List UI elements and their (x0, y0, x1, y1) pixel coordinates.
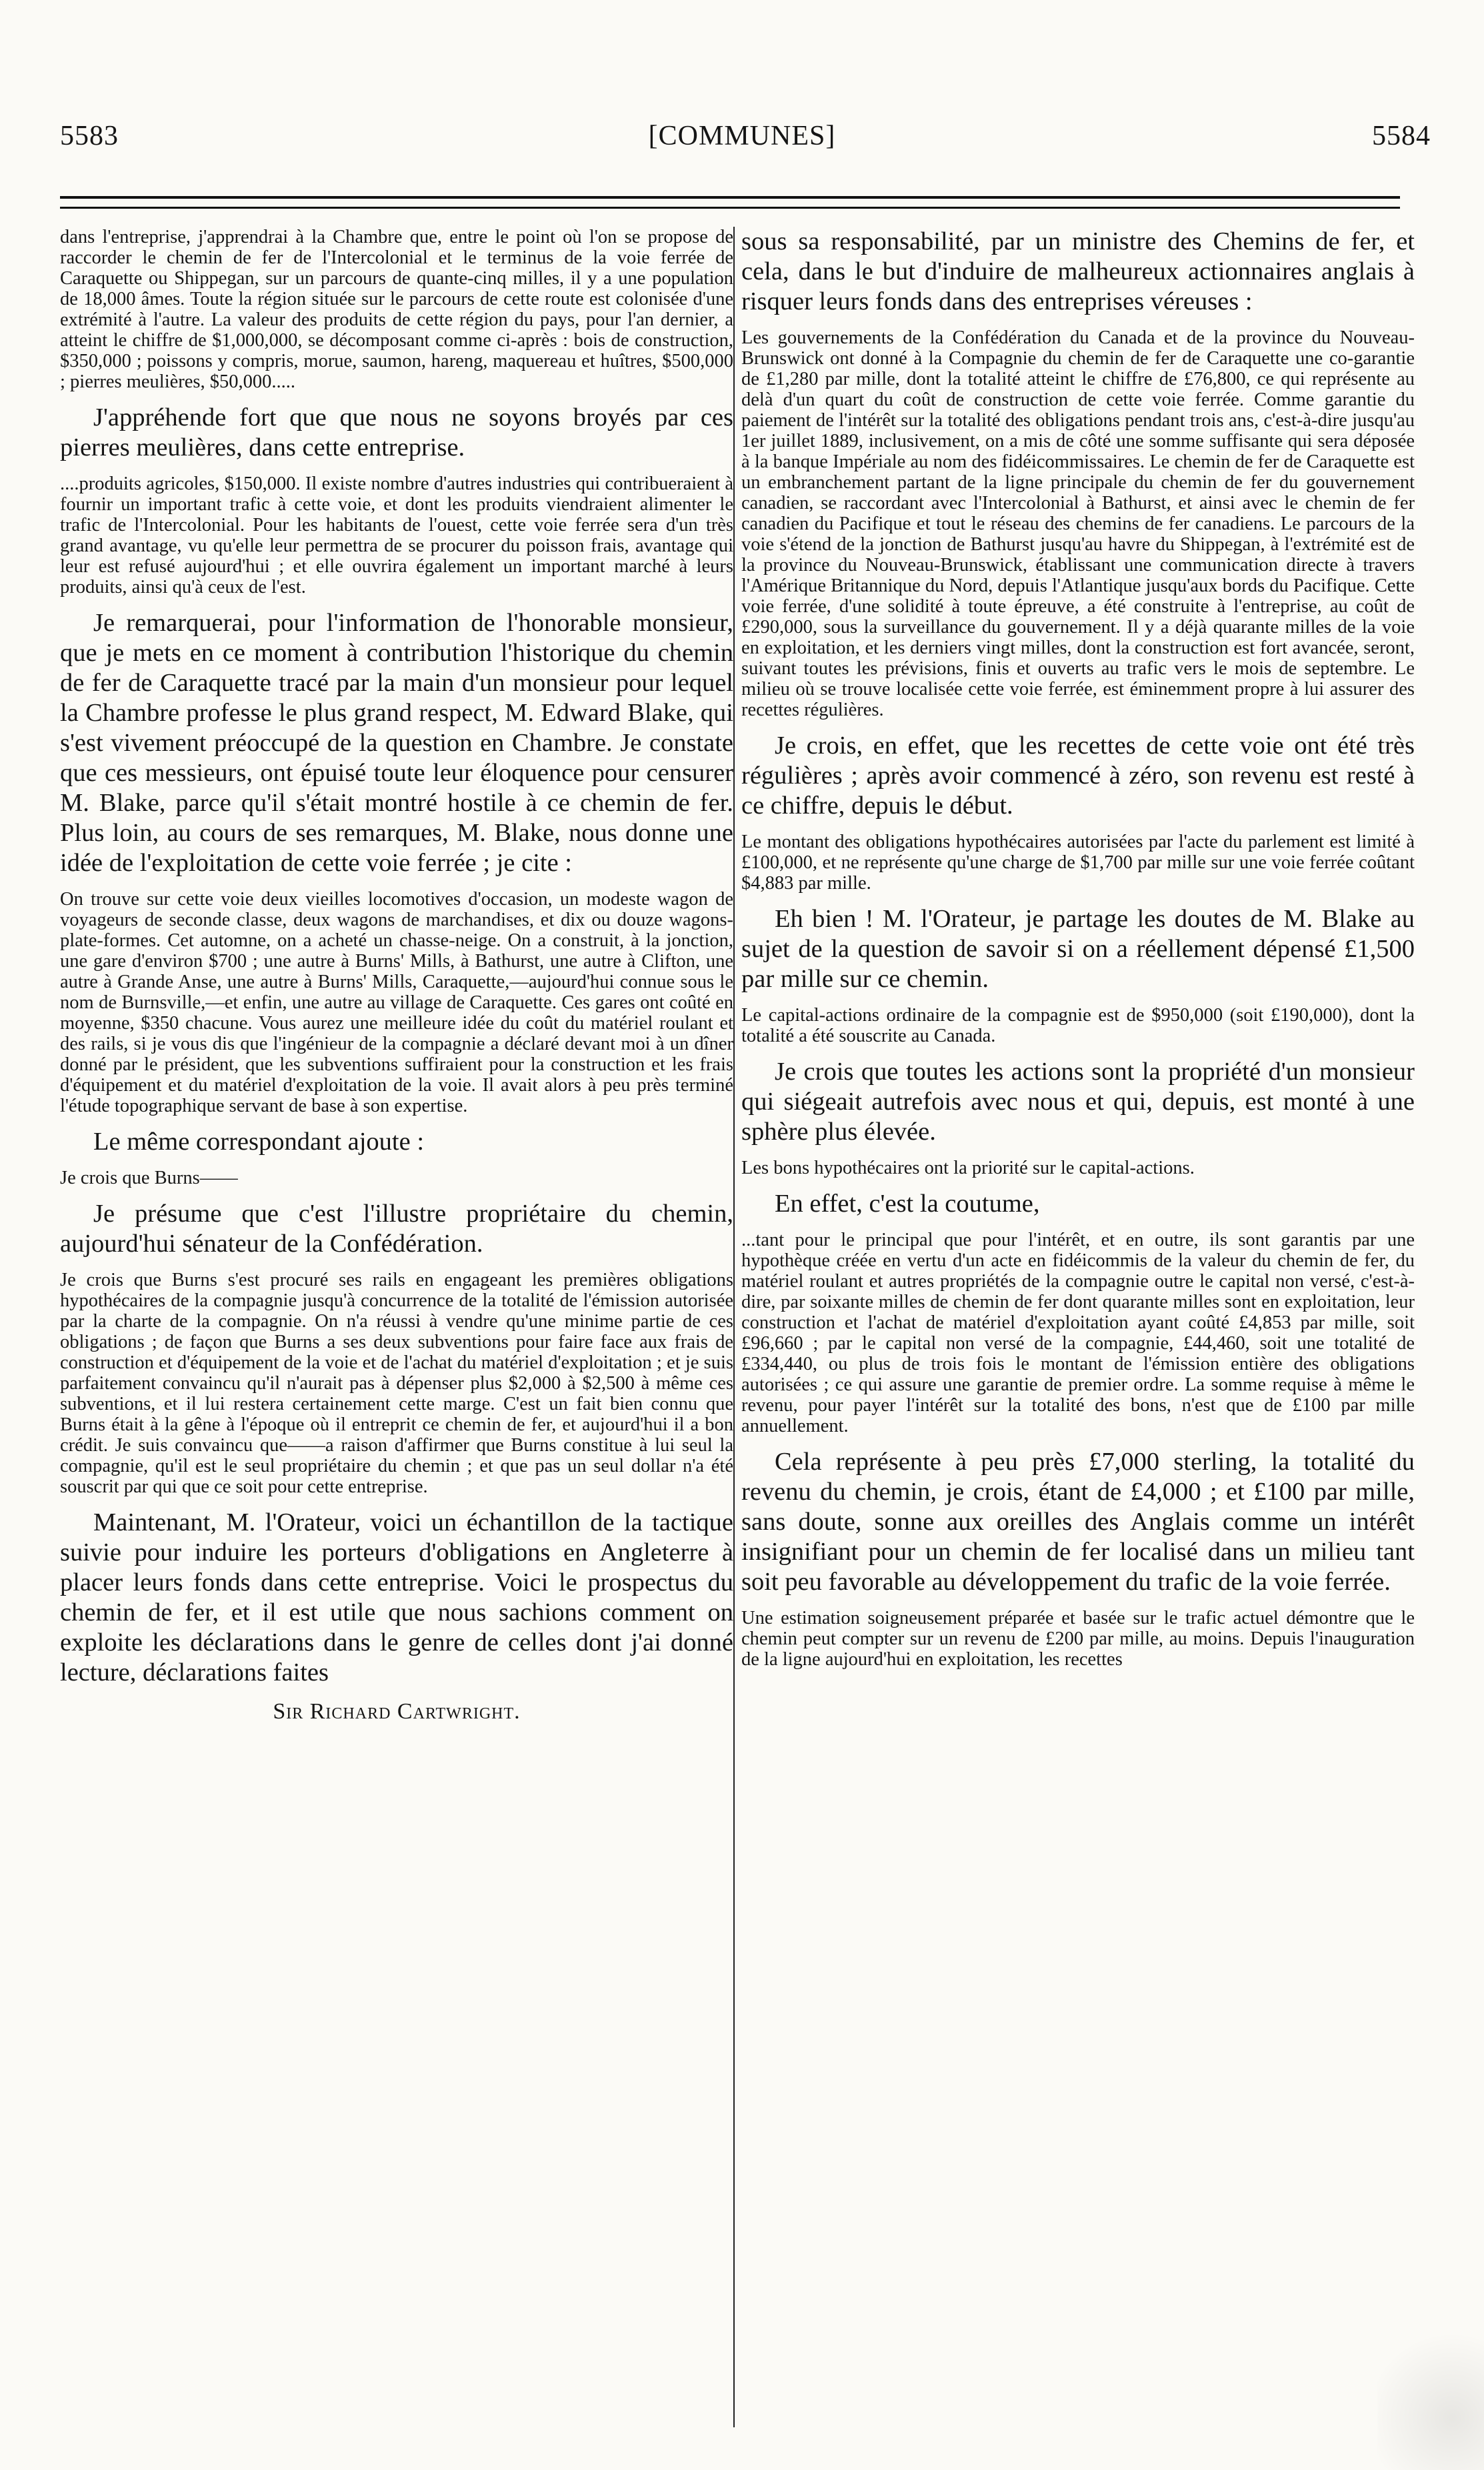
right-column (741, 227, 1415, 2427)
column-divider (733, 227, 735, 2427)
header-rule-top (60, 196, 1400, 199)
speech-paragraph: Le même correspondant ajoute : (93, 1128, 425, 1156)
speech-paragraph: Je remarquerai, pour l'information de l'honorable monsieur, que je mets en ce moment à contribution l'historique du chemin de fer de Caraquette tracé par la main d'un monsieur pour lequel la Chambre professe le plus grand respect, M. Edward Blake, qui s'est vivement préoccupé de la question en Chambre. Je constate que ces messieurs, ont épuisé toute leur éloquence pour censurer M. Blake, parce qu'il s'était montré hostile à ce chemin de fer. Plus loin, au cours de ses remarques, M. Blake, nous donne une idée de l'exploitation de cette voie ferrée ; je cite : (60, 609, 733, 877)
quote-paragraph: On trouve sur cette voie deux vieilles locomotives d'occasion, un modeste wagon de voyageurs de seconde classe, deux wagons de marchandises, et dix ou douze wagons-plate-formes. Cet automne, on a acheté un chasse-neige. On a construit, à la jonction, une gare d'environ $700 ; une autre à Burns' Mills, à Bathurst, une autre à Clifton, une autre à Grande Anse, une autre à Burns' Mills, Caraquette,—aujourd'hui connue sous le nom de Burnsville,—et enfin, une autre au village de Caraquette. Ces gares ont coûté en moyenne, $350 chacune. Vous aurez une meilleure idée du coût du matériel roulant et des rails, si je vous dis que l'ingénieur de la compagnie a déclaré devant moi à un dîner donné par le président, que les subventions suffiraient pour la construction et les frais d'équipement et du matériel d'exploitation de la voie. Il avait alors à peu près terminé l'étude topographique servant de base à son expertise. (60, 889, 733, 1116)
speech-paragraph: Je crois que toutes les actions sont la propriété d'un monsieur qui siégeait autrefois avec nous et qui, depuis, est monté à une sphère plus élevée. (741, 1058, 1415, 1146)
quote-paragraph: dans l'entreprise, j'apprendrai à la Chambre que, entre le point où l'on se propose de raccorder le chemin de fer de l'Intercolonial et le terminus de la voie ferrée de Caraquette ou Shippegan, sur un parcours de quante-cinq milles, il y a une population de 18,000 âmes. Toute la région située sur le parcours de cette route est colonisée d'une extrémité à l'autre. La valeur des produits de cette région du pays, pour l'an dernier, a atteint le chiffre de $1,000,000, se décomposant comme ci-après : bois de construction, $350,000 ; poissons y compris, morue, saumon, hareng, maquereau et huîtres, $500,000 ; pierres meulières, $50,000..... (60, 227, 733, 392)
right-page-number: 5584 (1372, 121, 1431, 151)
quote-paragraph: Le capital-actions ordinaire de la compagnie est de $950,000 (soit £190,000), dont la totalité a été souscrite au Canada. (741, 1005, 1415, 1046)
running-title: [COMMUNES] (648, 121, 836, 151)
quote-paragraph: Les bons hypothécaires ont la priorité sur le capital-actions. (741, 1158, 1195, 1178)
speaker-attribution (60, 1698, 733, 1725)
speech-paragraph: Eh bien ! M. l'Orateur, je partage les doutes de M. Blake au sujet de la question de savoir si on a réellement dépensé £1,500 par mille sur ce chemin. (741, 905, 1415, 993)
quote-paragraph: ...tant pour le principal que pour l'intérêt, et en outre, ils sont garantis par une hypothèque créée en vertu d'un acte en fidéicommis de la valeur du chemin de fer, du matériel roulant et autres propriétés de la compagnie outre le capital non versé, c'est-à-dire, par soixante milles de chemin de fer dont quarante milles sont en exploitation, leur construction et l'achat de matériel d'exploitation ayant coûté £4,853 par mille, soit £96,660 ; par le capital non versé de la compagnie, £44,460, soit une totalité de £334,440, ou plus de trois fois le montant de l'émission entière des obligations autorisées ; ce qui assure une garantie de premier ordre. La somme requise à même le revenu, pour payer l'intérêt sur la totalité des bons, n'est que de £100 par mille annuellement. (741, 1230, 1415, 1436)
left-column (60, 227, 733, 2427)
speaker-name: Sir Richard Cartwright. (273, 1699, 521, 1724)
header-rule-bottom (60, 207, 1400, 209)
speech-paragraph: Je présume que c'est l'illustre propriétaire du chemin, aujourd'hui sénateur de la Confédération. (60, 1200, 733, 1258)
speech-paragraph: Cela représente à peu près £7,000 sterling, la totalité du revenu du chemin, je crois, étant de £4,000 ; et £100 par mille, sans doute, sonne aux oreilles des Anglais comme un intérêt insignifiant pour un chemin de fer localisé dans un milieu tant soit peu favorable au développement du trafic de la voie ferrée. (741, 1448, 1415, 1596)
speech-paragraph: J'appréhende fort que que nous ne soyons broyés par ces pierres meulières, dans cette entreprise. (60, 403, 733, 461)
quote-paragraph: ....produits agricoles, $150,000. Il existe nombre d'autres industries qui contribueraient à fournir un important trafic à cette voie, et dont les produits viendraient alimenter le trafic de l'Intercolonial. Pour les habitants de l'ouest, cette voie ferrée sera d'un très grand avantage, vu qu'elle leur permettra de se procurer du poisson frais, avantage qui leur est refusé aujourd'hui ; et elle ouvrira également un important marché à leurs produits, ainsi qu'à ceux de l'est. (60, 473, 733, 597)
scan-speckle (1377, 2297, 1484, 2470)
quote-paragraph: Le montant des obligations hypothécaires autorisées par l'acte du parlement est limité à £100,000, et ne représente qu'une charge de $1,700 par mille sur une voie ferrée coûtant $4,883 par mille. (741, 832, 1415, 894)
quote-paragraph: Je crois que Burns—— (60, 1168, 238, 1188)
speech-paragraph: Je crois, en effet, que les recettes de cette voie ont été très régulières ; après avoir commencé à zéro, son revenu est resté à ce chiffre, depuis le début. (741, 732, 1415, 820)
left-page-number: 5583 (60, 121, 119, 151)
speech-paragraph: En effet, c'est la coutume, (775, 1190, 1040, 1218)
quote-paragraph: Une estimation soigneusement préparée et basée sur le trafic actuel démontre que le chemin peut compter sur un revenu de £200 par mille, au moins. Depuis l'inauguration de la ligne aujourd'hui en exploitation, les recettes (741, 1608, 1415, 1670)
page-header (0, 120, 1484, 160)
speech-paragraph: sous sa responsabilité, par un ministre des Chemins de fer, et cela, dans le but d'induire de malheureux actionnaires anglais à risquer leurs fonds dans des entreprises véreuses : (741, 227, 1415, 315)
quote-paragraph: Les gouvernements de la Confédération du Canada et de la province du Nouveau-Brunswick ont donné à la Compagnie du chemin de fer de Caraquette une co-garantie de £1,280 par mille, dont la totalité atteint le chiffre de £76,800, ce qui représente au delà d'un quart du coût de construction de cette voie ferrée. Comme garantie du paiement de l'intérêt sur la totalité des obligations pendant trois ans, c'est-à-dire jusqu'au 1er juillet 1889, inclusivement, on a mis de côté une somme suffisante qui sera déposée à la banque Impériale au nom des fidéicommissaires. Le chemin de fer de Caraquette est un embranchement partant de la ligne principale du chemin de fer du gouvernement canadien, se raccordant avec l'Intercolonial à Bathurst, et ainsi avec le chemin de fer canadien du Pacifique et tout le réseau des chemins de fer canadiens. Le parcours de la voie s'étend de la jonction de Bathurst jusqu'au havre du Shippegan, à l'extrémité est de la province du Nouveau-Brunswick, établissant une communication directe à travers l'Amérique Britannique du Nord, depuis l'Atlantique jusqu'aux bords du Pacifique. Cette voie ferrée, d'une solidité à toute épreuve, a été construite à l'entreprise, au coût de £290,000, sous la surveillance du gouvernement. Il y a déjà quarante milles de la voie en exploitation, et les derniers vingt milles, dont la construction est fort avancée, seront, suivant toutes les prévisions, finis et ouverts au trafic vers le mois de septembre. Le milieu où se trouve localisée cette voie ferrée, est éminemment propre à lui assurer des recettes régulières. (741, 327, 1415, 720)
quote-paragraph: Je crois que Burns s'est procuré ses rails en engageant les premières obligations hypothécaires de la compagnie jusqu'à concurrence de la totalité de l'émission autorisée par la charte de la compagnie. On n'a réussi à vendre qu'une minime partie de ces obligations ; de façon que Burns a ses deux subventions pour faire face aux frais de construction et d'équipement de la voie et de l'achat du matériel d'exploitation ; et je suis parfaitement convaincu qu'il n'aurait pas à dépenser plus $2,000 à $2,500 à même ces subventions, et il lui restera certainement cette marge. C'est un fait bien connu que Burns était à la gêne à l'époque où il entreprit ce chemin de fer, et aujourd'hui il a bon crédit. Je suis convaincu que——a raison d'affirmer que Burns constitue à lui seul la compagnie, qu'il est le seul propriétaire du chemin ; et que pas un seul dollar n'a été souscrit par qui que ce soit pour cette entreprise. (60, 1270, 733, 1497)
speech-paragraph: Maintenant, M. l'Orateur, voici un échantillon de la tactique suivie pour induire les porteurs d'obligations en Angleterre à placer leurs fonds dans cette entreprise. Voici le prospectus du chemin de fer, et il est utile que nous sachions comment on exploite les déclarations dans le genre de celles dont j'ai donné lecture, déclarations faites (60, 1508, 733, 1686)
